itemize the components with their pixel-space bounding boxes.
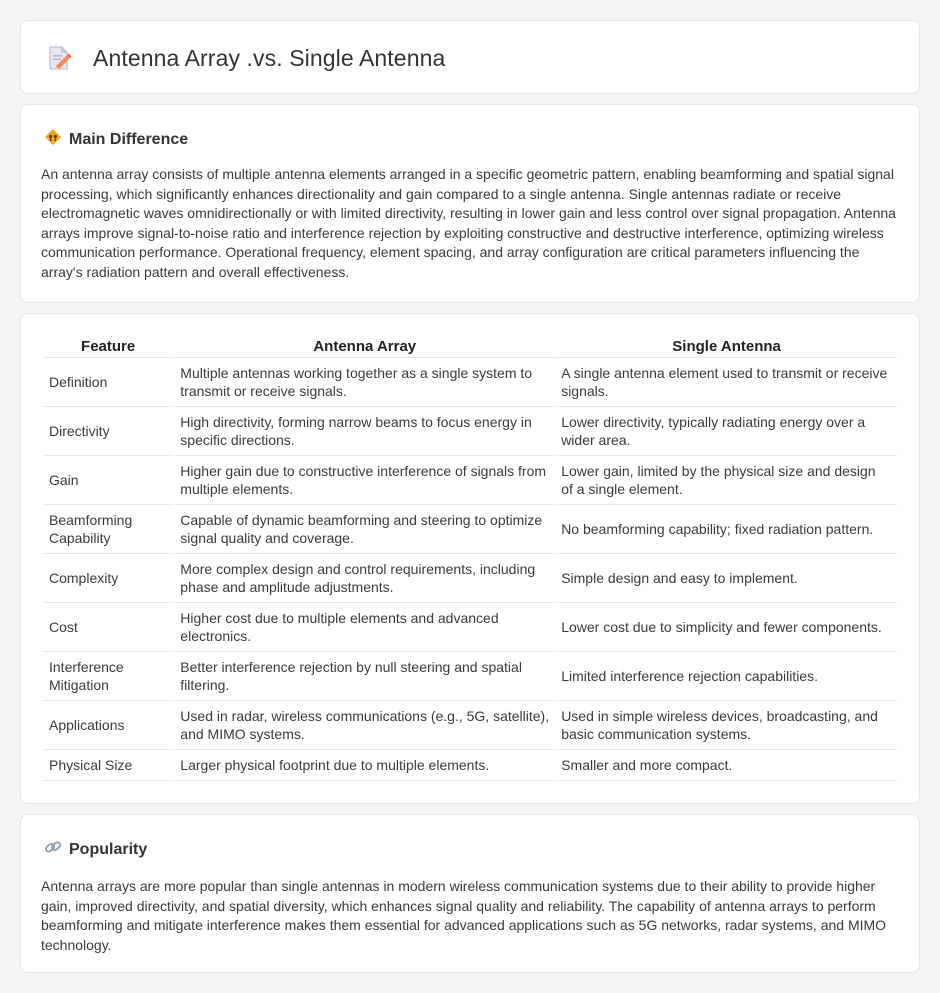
antenna-array-cell: High directivity, forming narrow beams to focus energy in specific directions.	[175, 407, 554, 456]
header-single-antenna: Single Antenna	[556, 334, 897, 358]
diamond-sign-icon	[43, 127, 69, 152]
main-difference-text: An antenna array consists of multiple antenna elements arranged in a specific geometric pattern, enabling beamforming and spatial signal processing, which significantly enhances directionality and gain compared to a single antenna. Single antennas radiate or receive electromagnetic waves omnidirectionally or with limited directivity, resulting in lower gain and less control over signal propagation. Antenna arrays improve signal-to-noise ratio and interference rejection by exploiting constructive and destructive interference, optimizing wireless communication performance. Operational frequency, element spacing, and array configuration are critical parameters influencing the array's radiation pattern and overall effectiveness.	[41, 166, 896, 280]
feature-cell: Physical Size	[43, 750, 173, 781]
single-antenna-cell: No beamforming capability; fixed radiation pattern.	[556, 505, 897, 554]
main-difference-card	[20, 104, 920, 303]
header-antenna-array: Antenna Array	[175, 334, 554, 358]
table-row	[43, 603, 897, 652]
comparison-table	[41, 334, 899, 781]
table-row	[43, 407, 897, 456]
feature-cell: Beamforming Capability	[43, 505, 173, 554]
antenna-array-cell: Better interference rejection by null steering and spatial filtering.	[175, 652, 554, 701]
feature-cell: Directivity	[43, 407, 173, 456]
table-row	[43, 358, 897, 407]
single-antenna-cell: Lower cost due to simplicity and fewer components.	[556, 603, 897, 652]
single-antenna-cell: Lower gain, limited by the physical size and design of a single element.	[556, 456, 897, 505]
antenna-array-cell: Higher cost due to multiple elements and advanced electronics.	[175, 603, 554, 652]
popularity-heading: Popularity	[69, 840, 148, 858]
main-difference-heading: Main Difference	[69, 130, 189, 148]
table-header-row	[43, 334, 897, 358]
single-antenna-cell: Lower directivity, typically radiating energy over a wider area.	[556, 407, 897, 456]
feature-cell: Cost	[43, 603, 173, 652]
feature-cell: Complexity	[43, 554, 173, 603]
title-card	[20, 20, 920, 94]
comparison-card	[20, 313, 920, 804]
table-row	[43, 456, 897, 505]
single-antenna-cell: Used in simple wireless devices, broadcasting, and basic communication systems.	[556, 701, 897, 750]
popularity-text: Antenna arrays are more popular than single antennas in modern wireless communication systems due to their ability to provide higher gain, improved directivity, and spatial diversity, which enhances signal quality and reliability. The capability of antenna arrays to perform beamforming and mitigate interference makes them essential for advanced applications such as 5G networks, radar systems, and MIMO technology.	[41, 878, 887, 953]
antenna-array-cell: More complex design and control requirements, including phase and amplitude adjustments.	[175, 554, 554, 603]
table-row	[43, 750, 897, 781]
single-antenna-cell: Smaller and more compact.	[556, 750, 897, 781]
single-antenna-cell: Simple design and easy to implement.	[556, 554, 897, 603]
antenna-array-cell: Capable of dynamic beamforming and steering to optimize signal quality and coverage.	[175, 505, 554, 554]
feature-cell: Applications	[43, 701, 173, 750]
single-antenna-cell: A single antenna element used to transmit or receive signals.	[556, 358, 897, 407]
document-pencil-icon	[45, 44, 73, 72]
link-icon	[43, 837, 69, 862]
antenna-array-cell: Used in radar, wireless communications (e.g., 5G, satellite), and MIMO systems.	[175, 701, 554, 750]
single-antenna-cell: Limited interference rejection capabilities.	[556, 652, 897, 701]
popularity-card	[20, 814, 920, 973]
table-row	[43, 652, 897, 701]
antenna-array-cell: Multiple antennas working together as a single system to transmit or receive signals.	[175, 358, 554, 407]
table-row	[43, 554, 897, 603]
feature-cell: Interference Mitigation	[43, 652, 173, 701]
antenna-array-cell: Higher gain due to constructive interference of signals from multiple elements.	[175, 456, 554, 505]
feature-cell: Definition	[43, 358, 173, 407]
page-title: Antenna Array .vs. Single Antenna	[93, 44, 446, 71]
feature-cell: Gain	[43, 456, 173, 505]
table-row	[43, 701, 897, 750]
antenna-array-cell: Larger physical footprint due to multiple elements.	[175, 750, 554, 781]
header-feature: Feature	[43, 334, 173, 358]
table-row	[43, 505, 897, 554]
